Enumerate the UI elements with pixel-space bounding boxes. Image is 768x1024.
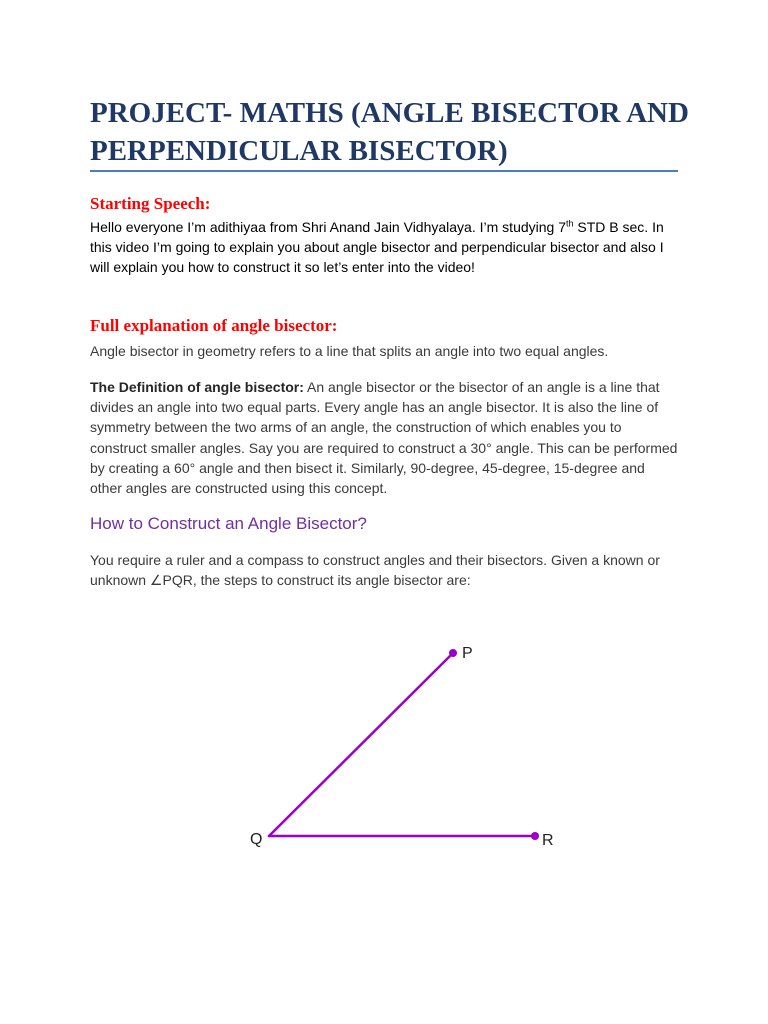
- point-p-label: P: [462, 645, 473, 662]
- how-to-paragraph: You require a ruler and a compass to construct angles and their bisectors. Given a known or unknown ∠PQR, the steps to construct its angle bisector are:: [90, 552, 660, 589]
- starting-speech-paragraph: [90, 217, 680, 278]
- point-p: [449, 649, 457, 657]
- point-r-label: R: [542, 832, 554, 849]
- angle-pqr-figure: [240, 635, 570, 860]
- point-q-label: Q: [250, 831, 263, 848]
- angle-pqr-diagram: [240, 635, 570, 860]
- starting-speech-text: Hello everyone I’m adithiyaa from Shri Anand Jain Vidhyalaya. I’m studying 7: [90, 219, 566, 235]
- definition-paragraph: [90, 377, 680, 498]
- point-r: [531, 832, 539, 840]
- page-title: PROJECT- MATHS (ANGLE BISECTOR AND PERPENDICULAR BISECTOR): [90, 97, 689, 167]
- ordinal-suffix: th: [566, 218, 574, 229]
- arm-qp: [269, 653, 453, 836]
- full-explanation-heading: Full explanation of angle bisector:: [90, 316, 338, 335]
- starting-speech-heading: Starting Speech:: [90, 194, 211, 213]
- definition-label: The Definition of angle bisector:: [90, 379, 304, 395]
- starting-speech-text-continued: STD B sec. In this video I’m going to explain you about angle bisector and perpendicular bisector and also I will explain you how to construct it so let’s enter into the video!: [90, 219, 664, 276]
- definition-text: An angle bisector or the bisector of an angle is a line that divides an angle into two equal parts. Every angle has an angle bisector. It is also the line of symmetry between the two arms of an angle, the construction of which enables you to construct smaller angles. Say you are required to construct a 30° angle. This can be performed by creating a 60° angle and then bisect it. Similarly, 90-degree, 45-degree, 15-degree and other angles are constructed using this concept.: [90, 379, 678, 497]
- how-to-heading: How to Construct an Angle Bisector?: [90, 514, 367, 533]
- title-divider: [90, 170, 678, 172]
- full-explanation-paragraph: Angle bisector in geometry refers to a line that splits an angle into two equal angles.: [90, 343, 609, 359]
